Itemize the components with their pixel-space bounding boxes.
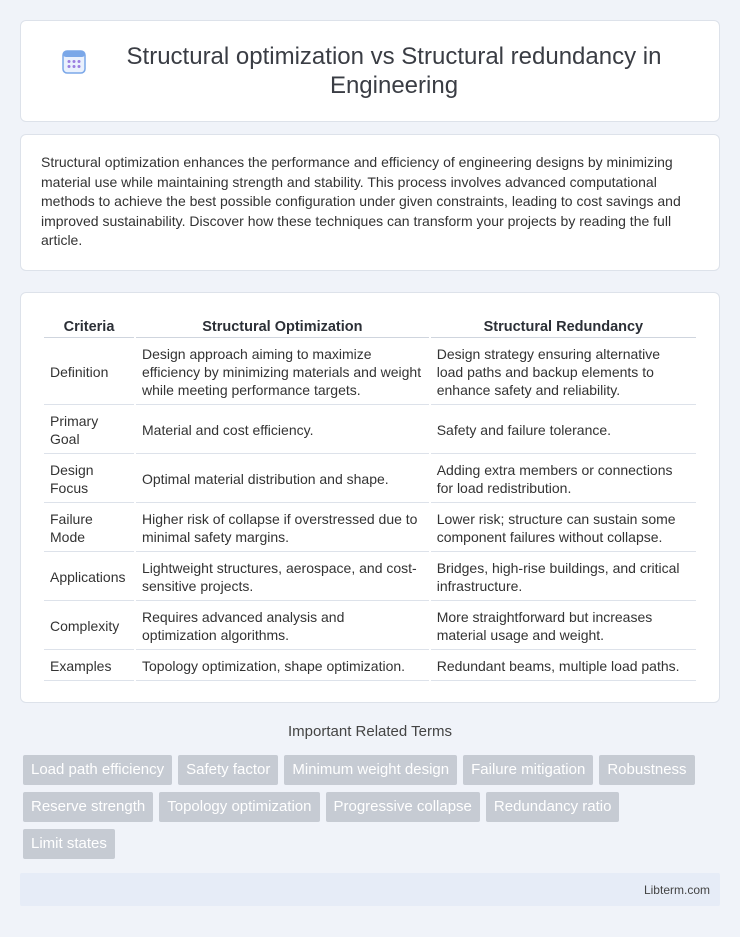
related-term-tag[interactable]: Redundancy ratio (486, 792, 620, 822)
redundancy-cell: Bridges, high-rise buildings, and critical infrastructure. (431, 554, 696, 601)
table-header-row (44, 315, 696, 338)
related-terms-list (23, 755, 723, 866)
optimization-cell: Lightweight structures, aerospace, and cost-sensitive projects. (136, 554, 429, 601)
criteria-cell: Definition (44, 340, 134, 405)
related-term-tag[interactable]: Robustness (599, 755, 694, 785)
table-row (44, 505, 696, 552)
optimization-cell: Design approach aiming to maximize efficiency by minimizing materials and weight while meeting performance targets. (136, 340, 429, 405)
related-term-tag[interactable]: Reserve strength (23, 792, 153, 822)
table-row (44, 652, 696, 681)
table-row (44, 554, 696, 601)
related-terms-title: Important Related Terms (288, 723, 452, 740)
comparison-table (42, 313, 698, 683)
criteria-cell: Primary Goal (44, 407, 134, 454)
criteria-cell: Failure Mode (44, 505, 134, 552)
optimization-cell: Topology optimization, shape optimization. (136, 652, 429, 681)
related-term-tag[interactable]: Safety factor (178, 755, 278, 785)
criteria-cell: Complexity (44, 603, 134, 650)
related-term-tag[interactable]: Load path efficiency (23, 755, 172, 785)
intro-text: Structural optimization enhances the performance and efficiency of engineering designs by minimizing material use while maintaining strength and stability. This process involves advanced computational methods to achieve the best possible configuration under given constraints, leading to cost savings and improved sustainability. Discover how these techniques can transform your projects by reading the full article. (41, 154, 681, 248)
optimization-cell: Optimal material distribution and shape. (136, 456, 429, 503)
table-row (44, 340, 696, 405)
document-icon (61, 49, 87, 75)
redundancy-cell: Design strategy ensuring alternative load paths and backup elements to enhance safety and reliability. (431, 340, 696, 405)
optimization-cell: Higher risk of collapse if overstressed due to minimal safety margins. (136, 505, 429, 552)
redundancy-cell: Adding extra members or connections for load redistribution. (431, 456, 696, 503)
table-row (44, 407, 696, 454)
redundancy-cell: Redundant beams, multiple load paths. (431, 652, 696, 681)
criteria-cell: Design Focus (44, 456, 134, 503)
related-term-tag[interactable]: Limit states (23, 829, 115, 859)
criteria-cell: Applications (44, 554, 134, 601)
related-term-tag[interactable]: Progressive collapse (326, 792, 480, 822)
redundancy-cell: Lower risk; structure can sustain some component failures without collapse. (431, 505, 696, 552)
redundancy-cell: More straightforward but increases material usage and weight. (431, 603, 696, 650)
table-row (44, 456, 696, 503)
header-card (20, 20, 720, 122)
page-title: Structural optimization vs Structural redundancy in Engineering (126, 43, 662, 99)
criteria-cell: Examples (44, 652, 134, 681)
title-wrap (61, 42, 679, 100)
header-optimization: Structural Optimization (136, 315, 429, 338)
optimization-cell: Material and cost efficiency. (136, 407, 429, 454)
related-term-tag[interactable]: Failure mitigation (463, 755, 593, 785)
table-row (44, 603, 696, 650)
header-criteria: Criteria (44, 315, 134, 338)
footer-site-link[interactable]: Libterm.com (643, 882, 710, 897)
comparison-card (20, 292, 720, 703)
related-term-tag[interactable]: Topology optimization (159, 792, 319, 822)
header-redundancy: Structural Redundancy (431, 315, 696, 338)
redundancy-cell: Safety and failure tolerance. (431, 407, 696, 454)
optimization-cell: Requires advanced analysis and optimization algorithms. (136, 603, 429, 650)
intro-card (20, 134, 720, 271)
footer (20, 873, 720, 906)
related-term-tag[interactable]: Minimum weight design (284, 755, 457, 785)
